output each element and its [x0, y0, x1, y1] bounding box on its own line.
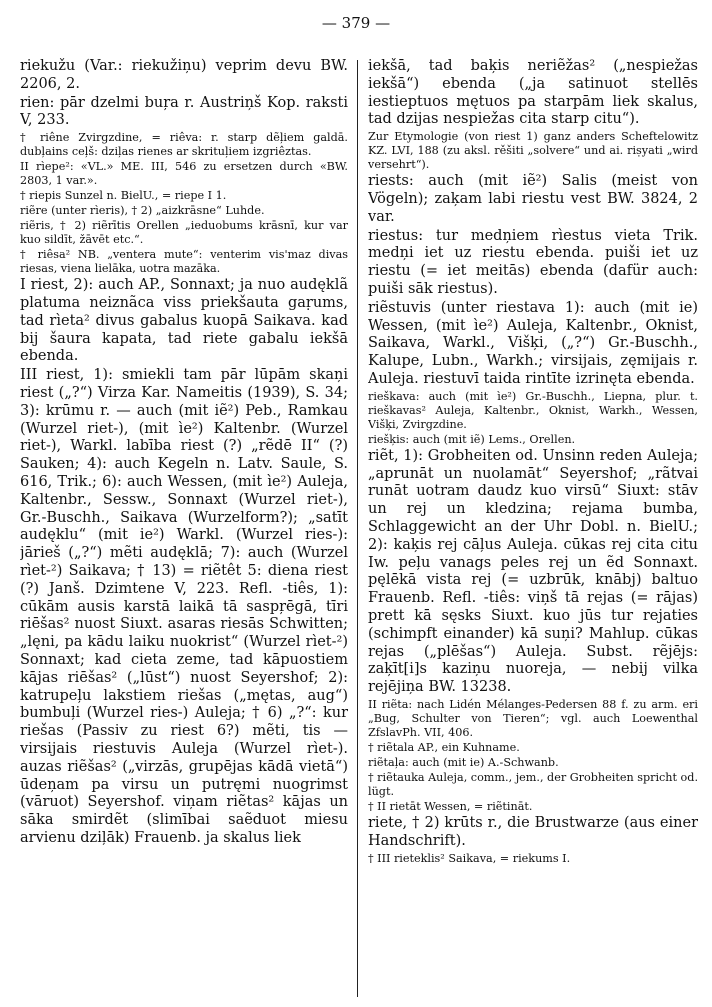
right-column: [368, 58, 698, 999]
dictionary-entry: † III rieteklis² Saikava, = riekums I.: [368, 851, 571, 865]
dictionary-entry: riestus: tur medņiem rìestus vieta Trik. medņi iet uz riestu ebenda. puiši iet uz riestu (= iet meitās) ebenda (dafür auch: puiši sāk riestus).: [368, 227, 698, 297]
dictionary-entry: † riêne Zvirgzdine, = riêva: r. starp dẽļiem galdā. dubļains ceļš: dziļas rienes ar skritul̦iem izgriêztas.: [20, 131, 348, 159]
dictionary-entry: riẽt, 1): Grobheiten od. Unsinn reden Auleja; „aprunāt un nuolamāt“ Seyershof; „rãtvai runāt uotram daudz kuo virsū“ Siuxt: stāv un rej un kledzina; rejama bumba, Schlaggewicht an der Uhr Dobl. n. BielU.; 2): kaķis rej cāļus Auleja. cūkas rej cita citu Iw. peļu vanags peles rej un ẽd Sonnaxt. pęlēkā vista rej (= uzbrūk, knābj) baltuo Frauenb. Refl. -tiês: viņš tā rejas (= rājas) prett kā sęsks Siuxt. kuo jūs tur rejaties (schimpft einander) kā suņi? Mahlup. cūkas rejas („plēšas“) Auleja. Subst. rẽjējs: zaķīt[i]s kaziņu nuoreja, — nebij vilka rejējiņa BW. 13238.: [368, 447, 698, 696]
dictionary-entry: III riest, 1): smiekli tam pār lūpām skaņi riest („?“) Virza Kar. Nameitis (1939), S. 34; 3): krūmu r. — auch (mit iẽ²) Peb., Ramkau (Wurzel riet-), (mit ìe²) Kaltenbr. (Wurzel riet-), Warkl. labība riest (?) „rẽdē II“ (?) Sauken; 4): auch Kegeln n. Latv. Saule, S. 616, Trik.; 6): auch Wessen, (mit ìe²) Auleja, Kaltenbr., Sessw., Sonnaxt (Wurzel riet-), Gr.-Buschh., Saikava (Wurzelform?); „satīt audęklu“ (mit ie²) Warkl. (Wurzel ries-): jārieš („?“) mẽti audęklā; 7): auch (Wurzel rìet-²) Saikava; † 13) = riẽtêt 5: diena riest (?) Janš. Dzimtene V, 223. Refl. -tiês, 1): cūkām ausis karstā laikā tā saspŗēgā, tīri riēšas² nuost Siuxt. asaras riesās Schwitten; „lęni, pa kādu laiku nuokrist“ (Wurzel rìet-²) Sonnaxt; kad cieta zeme, tad kāpuostiem kājas riēšas² („lūst“) nuost Seyershof; 2): katrupeļu lakstiem riešas („mętas, aug“) bumbuļi (Wurzel ries-) Auleja; † 6) „?“: kur riešas (Passiv zu riest 6?) mẽti, tis — virsijais riestuvis Auleja (Wurzel rìet-). auzas riẽšas² („virzās, grupējas kādā vietā“) ūdeņam pa virsu un putręmi nuogrimst (vāruot) Seyershof. viņam riẽtas² kājas un sāka smirdẽt (slimībai saẽduot miesu arvienu dziļāk) Frauenb. ja skalus liek: [20, 367, 348, 846]
dictionary-entry: † riepis Sunzel n. BielU., = riepe I 1.: [20, 189, 227, 203]
dictionary-entry: riẽris, † 2) riẽrītis Orellen „ieduobums krāsnī, kur var kuo sildīt, žāvēt etc.“.: [20, 219, 348, 247]
dictionary-entry: † riẽtala AP., ein Kuhname.: [368, 740, 520, 754]
dictionary-entry: riekužu (Var.: riekužiņu) veprim devu BW. 2206, 2.: [20, 58, 348, 92]
dictionary-entry: riẽstuvis (unter riestava 1): auch (mit ie) Wessen, (mit ìe²) Auleja, Kaltenbr., Oknist, Saikava, Warkl., Višķi, („?“) Gr.-Buschh., Kalupe, Lubn., Warkh.; virsijais, zęmijais r. Auleja. riestuvī taida rintīte izrinęta ebenda.: [368, 299, 698, 387]
dictionary-entry: riẽtaļa: auch (mit ie) A.-Schwanb.: [368, 755, 559, 769]
left-column: [20, 58, 348, 999]
dictionary-entry: riete, † 2) krūts r., die Brustwarze (aus einer Handschrift).: [368, 814, 698, 849]
dictionary-entry: riests: auch (mit iẽ²) Salis (meist von Vögeln); zaķam labi riestu vest BW. 3824, 2 var.: [368, 173, 698, 225]
column-divider: [357, 60, 358, 997]
dictionary-entry: rien: pār dzelmi buŗa r. Austriņš Kop. raksti V, 233.: [20, 94, 348, 129]
dictionary-entry: II riẽta: nach Lidén Mélanges-Pedersen 88 f. zu arm. eri „Bug, Schulter von Tieren“; vgl. auch Loewenthal ZfslavPh. VII, 406.: [368, 697, 698, 739]
dictionary-entry: iekšā, tad baķis neriẽžas² („nespiežas iekšā“) ebenda („ja satinuot stellēs iestieptuos mętuos pa starpām liek skalus, tad dzijas nespiežas cita starp citu“).: [368, 58, 698, 128]
dictionary-entry: riešķis: auch (mit iẽ) Lems., Orellen.: [368, 432, 576, 446]
page-number: — 379 —: [321, 14, 391, 32]
dictionary-entry: I riest, 2): auch AP., Sonnaxt; ja nuo audęklã platuma neiznãca viss priekšauta gaṛums, tad rìeta² divus gabalus kuopā Saikava. kad bij šaura kapata, tad riete gabalu iekšā ebenda.: [20, 277, 348, 365]
dictionary-entry: Zur Etymologie (von riest 1) ganz anders Scheftelowitz KZ. LVI, 188 (zu aksl. rěšiti „solvere“ und ai. riṣyati „wird versehrt“).: [368, 130, 698, 172]
dictionary-entry: rieškava: auch (mit ìe²) Gr.-Buschh., Liepna, plur. t. rieškavas² Auleja, Kaltenbr., Oknist, Warkh., Wessen, Višķi, Zvirgzdine.: [368, 389, 698, 431]
dictionary-entry: † II rietāt Wessen, = riẽtināt.: [368, 799, 533, 813]
dictionary-entry: II rìepe²: «VL.» ME. III, 546 zu ersetzen durch «BW. 2803, 1 var.».: [20, 160, 348, 188]
dictionary-entry: † riẽtauka Auleja, comm., jem., der Grobheiten spricht od. lügt.: [368, 770, 698, 798]
dictionary-entry: riẽre (unter rìeris), † 2) „aizkrāsne“ Luhde.: [20, 204, 265, 218]
dictionary-entry: † riêsa² NB. „ventera mute“: venterim vis'maz divas riesas, viena lielāka, uotra mazāka.: [20, 248, 348, 276]
